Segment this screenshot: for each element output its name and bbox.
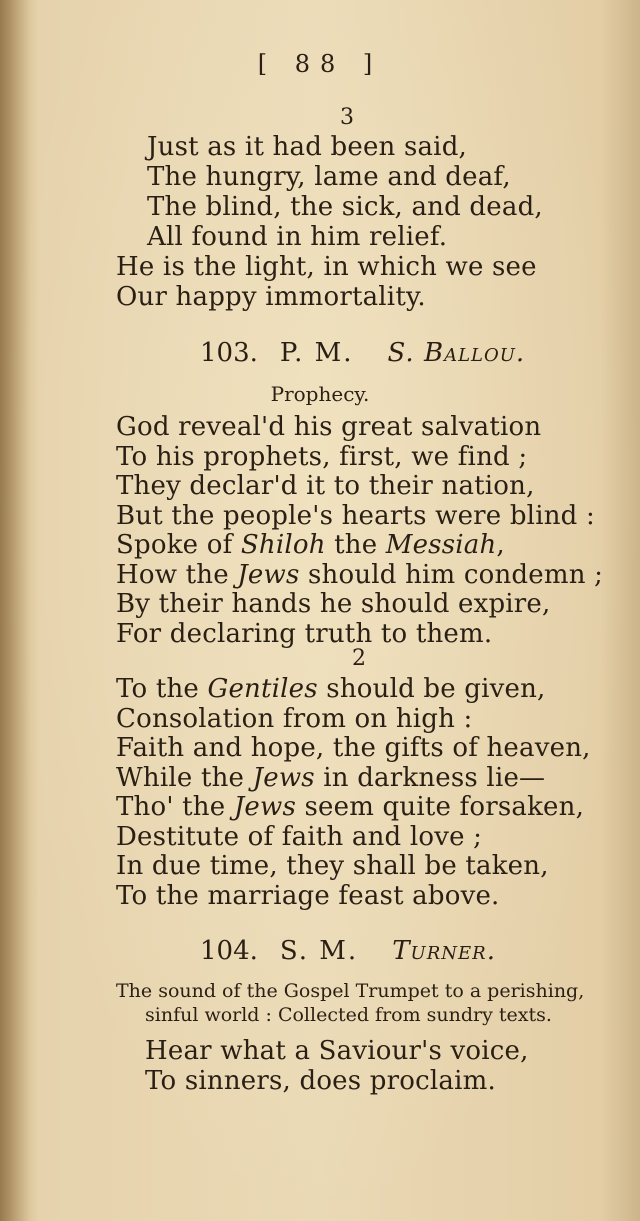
verse-line: Our happy immortality.: [116, 282, 426, 312]
verse-line: [116, 412, 541, 442]
verse-text: Faith and hope, the gifts of heaven,: [116, 733, 591, 763]
verse-line: The hungry, lame and deaf,: [147, 162, 511, 192]
hymn-number: 103.: [200, 338, 258, 368]
verse-line: [116, 674, 546, 704]
verse-text: the: [325, 530, 386, 560]
verse-line: [116, 792, 584, 822]
verse-line: The blind, the sick, and dead,: [147, 192, 543, 222]
verse-text: should him condemn ;: [299, 559, 604, 590]
verse-text: Destitute of faith and love ;: [116, 821, 483, 852]
verse-line: [116, 530, 505, 560]
page-number: [ 88 ]: [257, 50, 383, 78]
hymn-description-line: sinful world : Collected from sundry texts.: [145, 1004, 552, 1026]
hymn-description-line: The sound of the Gospel Trumpet to a perishing,: [116, 980, 585, 1002]
hymn-title: Prophecy.: [270, 382, 370, 406]
hymn-104-heading: [200, 936, 496, 966]
verse-text: Consolation from on high :: [116, 703, 473, 734]
verse-line: [116, 471, 535, 501]
verse-text: God reveal'd his great salvation: [116, 412, 542, 442]
verse-line: Just as it had been said,: [147, 132, 468, 162]
verse-line: [116, 733, 591, 763]
hymn-meter: S. M.: [279, 936, 359, 966]
verse-text: in darkness lie—: [314, 762, 546, 793]
verse-text: seem quite forsaken,: [296, 792, 585, 822]
verse-text: To the: [116, 674, 208, 704]
verse-line: Hear what a Saviour's voice,: [145, 1036, 529, 1066]
verse-line: To sinners, does proclaim.: [145, 1066, 496, 1096]
verse-line: [116, 851, 549, 881]
verse-text: For declaring truth to them.: [116, 618, 493, 649]
verse-text: How the: [116, 559, 238, 590]
italic-name: Jews: [252, 762, 315, 793]
hymn-meter: P. M.: [279, 338, 354, 368]
verse-text: Tho' the: [116, 792, 234, 822]
verse-line: [116, 442, 527, 472]
verse-line: [116, 881, 500, 911]
verse-text: ,: [496, 530, 505, 560]
verse-text: By their hands he should expire,: [116, 589, 551, 619]
verse-text: They declar'd it to their nation,: [116, 471, 535, 501]
verse-line: [116, 619, 492, 649]
hymn-author: Turner.: [392, 936, 496, 966]
stanza-number: 3: [340, 105, 354, 130]
verse-text: But the people's hearts were blind :: [116, 500, 595, 531]
italic-name: Jews: [237, 559, 300, 590]
verse-text: To the marriage feast above.: [116, 880, 500, 911]
verse-text: While the: [116, 762, 253, 793]
binding-shadow: [0, 0, 30, 1221]
verse-text: should be given,: [317, 674, 546, 704]
verse-text: In due time, they shall be taken,: [116, 851, 549, 881]
verse-line: [116, 560, 603, 590]
stanza-number: 2: [352, 646, 366, 671]
italic-name: Messiah: [385, 530, 497, 560]
italic-name: Shiloh: [240, 530, 326, 560]
hymn-author: S. Ballou.: [387, 338, 526, 368]
verse-line: [116, 589, 551, 619]
hymn-103-heading: [200, 338, 525, 368]
verse-line: [116, 501, 595, 531]
italic-name: Jews: [233, 792, 297, 822]
verse-line: All found in him relief.: [147, 222, 448, 252]
verse-text: Spoke of: [116, 530, 241, 560]
verse-line: [116, 763, 545, 793]
italic-name: Gentiles: [207, 674, 318, 704]
hymn-number: 104.: [200, 936, 258, 966]
verse-line: [116, 704, 473, 734]
verse-line: He is the light, in which we see: [116, 252, 537, 282]
verse-line: [116, 822, 482, 852]
verse-text: To his prophets, first, we find ;: [116, 441, 528, 472]
